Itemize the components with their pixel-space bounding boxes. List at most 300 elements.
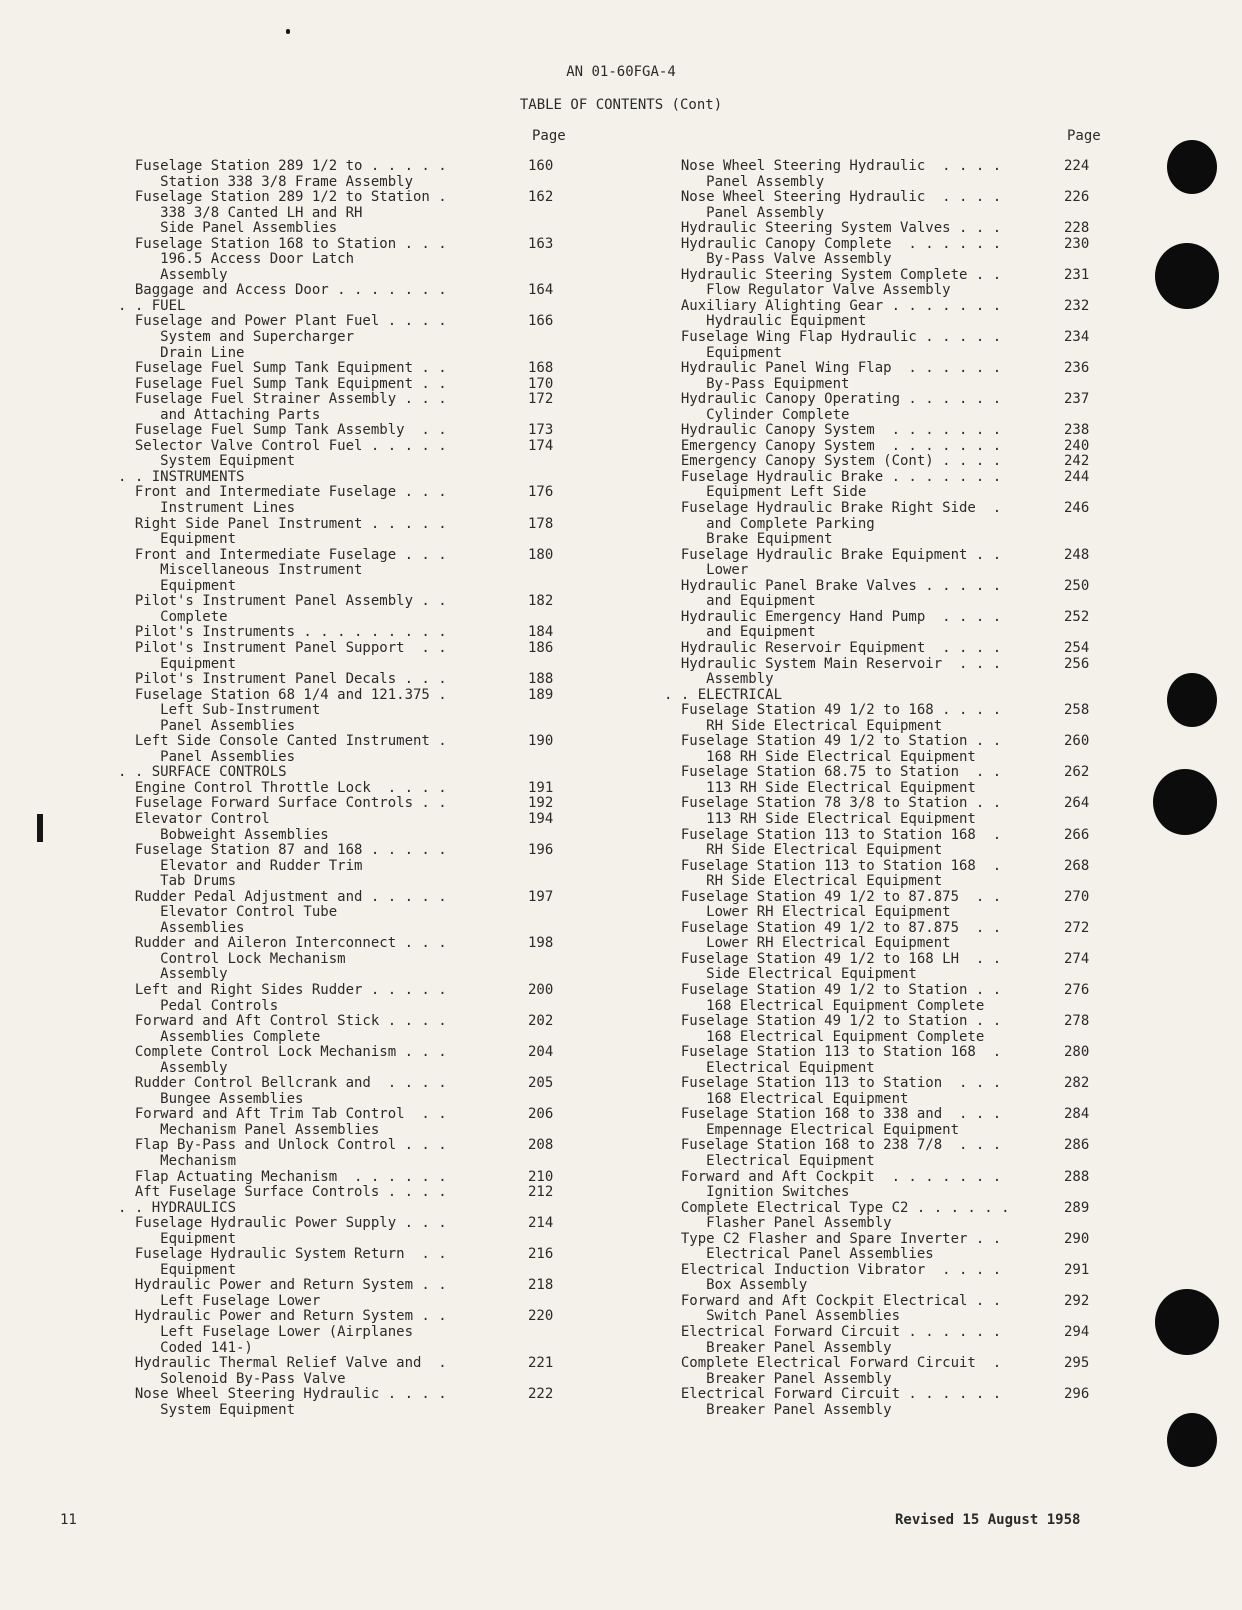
toc-left-entry [118,1107,578,1123]
entry-title: Hydraulic Equipment [664,313,867,330]
entry-title: RH Side Electrical Equipment [664,842,943,859]
entry-title: Pilot's Instruments . . . . . . . . . [118,624,447,641]
toc-right-entry [664,921,1112,937]
entry-page-number: 206 [528,1106,554,1123]
entry-page-number: 160 [528,158,554,174]
toc-right-entry [664,1123,1112,1139]
entry-page-number: 176 [528,484,554,501]
entry-title: Hydraulic Steering System Valves . . . [664,220,1002,237]
punch-hole [1167,140,1217,194]
toc-left-entry [118,1247,578,1263]
entry-title: Assemblies [118,919,245,936]
entry-title: Emergency Canopy System . . . . . . . [664,437,1002,454]
toc-left-entry [118,765,578,781]
entry-page-number: 194 [528,810,554,827]
revision-date: Revised 15 August 1958 [895,1512,1081,1528]
entry-title: System and Supercharger [118,329,355,346]
entry-title: Panel Assembly [664,173,825,190]
entry-title: and Attaching Parts [118,406,321,423]
toc-right-entry [664,1107,1112,1123]
entry-page-number: 197 [528,888,554,905]
entry-title: Elevator and Rudder Trim [118,857,363,874]
entry-page-number: 289 [1064,1199,1090,1216]
entry-title: Pilot's Instrument Panel Assembly . . [118,593,447,610]
toc-left-entry [118,283,578,299]
entry-title: Side Panel Assemblies [118,220,338,237]
entry-page-number: 166 [528,313,554,330]
toc-right-entry [664,781,1112,797]
entry-title: By-Pass Equipment [664,375,850,392]
toc-left-entry [118,1154,578,1170]
toc-right-entry [664,905,1112,921]
entry-title: . . HYDRAULICS [118,1199,237,1216]
toc-left-entry [118,983,578,999]
entry-title: Pilot's Instrument Panel Support . . [118,639,447,656]
entry-title: Fuselage Forward Surface Controls . . [118,795,447,812]
toc-left-entry [118,485,578,501]
entry-title: Instrument Lines [118,500,296,517]
entry-title: Forward and Aft Trim Tab Control . . [118,1106,447,1123]
entry-title: Fuselage Fuel Sump Tank Equipment . . [118,360,447,377]
entry-title: Bobweight Assemblies [118,826,329,843]
toc-right-entry [664,1045,1112,1061]
entry-title: . . FUEL [118,297,186,314]
entry-page-number: 190 [528,733,554,750]
entry-title: Hydraulic Canopy Complete . . . . . . [664,235,1002,252]
toc-right-entry [664,967,1112,983]
entry-page-number: 237 [1064,391,1090,408]
entry-page-number: 291 [1064,1261,1090,1278]
toc-left-entry [118,734,578,750]
toc-left-entry [118,1092,578,1108]
entry-title: Elevator Control Tube [118,904,338,921]
toc-left-entry [118,703,578,719]
entry-title: Electrical Equipment [664,1059,875,1076]
toc-right-entry [664,750,1112,766]
toc-left-entry [118,1123,578,1139]
entry-title: Cylinder Complete [664,406,850,423]
toc-right-entry [664,1138,1112,1154]
toc-right-entry [664,563,1112,579]
toc-left-entry [118,750,578,766]
right-page-column-header: Page [1067,128,1101,144]
entry-title: Drain Line [118,344,245,361]
entry-title: Fuselage Station 49 1/2 to Station . . [664,981,1002,998]
entry-title: Fuselage Fuel Sump Tank Equipment . . [118,375,447,392]
entry-title: Fuselage Wing Flap Hydraulic . . . . . [664,329,1002,346]
entry-title: Fuselage Station 113 to Station 168 . [664,826,1002,843]
entry-title: Pilot's Instrument Panel Decals . . . [118,671,447,688]
toc-left-entry [118,1263,578,1279]
punch-hole [1167,673,1217,727]
toc-right-entry [664,175,1112,191]
entry-title: Flasher Panel Assembly [664,1215,892,1232]
entry-page-number: 214 [528,1215,554,1232]
entry-page-number: 224 [1064,158,1090,174]
entry-title: Hydraulic Steering System Complete . . [664,266,1002,283]
entry-page-number: 189 [528,686,554,703]
entry-page-number: 288 [1064,1168,1090,1185]
entry-title: Coded 141-) [118,1339,253,1356]
toc-right-entry [664,1341,1112,1357]
toc-right-entry [664,237,1112,253]
toc-left-entry [118,330,578,346]
toc-left-entry [118,625,578,641]
toc-left-entry [118,641,578,657]
entry-page-number: 294 [1064,1324,1090,1341]
entry-page-number: 260 [1064,733,1090,750]
entry-page-number: 170 [528,375,554,392]
toc-left-entry [118,1232,578,1248]
entry-title: Fuselage Station 49 1/2 to 87.875 . . [664,888,1002,905]
toc-right-entry [664,330,1112,346]
entry-page-number: 254 [1064,639,1090,656]
toc-left-entry [118,1387,578,1403]
toc-left-entry [118,299,578,315]
entry-title: Equipment [118,1261,237,1278]
entry-title: Emergency Canopy System (Cont) . . . . [664,453,1002,470]
entry-title: Complete Control Lock Mechanism . . . [118,1044,447,1061]
toc-left-entry [118,781,578,797]
entry-title: Flap By-Pass and Unlock Control . . . [118,1137,447,1154]
entry-title: Breaker Panel Assembly [664,1401,892,1418]
entry-page-number: 168 [528,360,554,377]
entry-page-number: 230 [1064,235,1090,252]
entry-page-number: 188 [528,671,554,688]
entry-title: Right Side Panel Instrument . . . . . [118,515,447,532]
toc-right-entry [664,1154,1112,1170]
toc-right-entry [664,470,1112,486]
page-title: TABLE OF CONTENTS (Cont) [519,97,723,113]
entry-title: System Equipment [118,1401,296,1418]
toc-left-entry [118,206,578,222]
entry-title: Nose Wheel Steering Hydraulic . . . . [118,1386,447,1403]
entry-title: Selector Valve Control Fuel . . . . . [118,437,447,454]
entry-title: Rudder Control Bellcrank and . . . . [118,1075,447,1092]
entry-page-number: 274 [1064,950,1090,967]
entry-page-number: 162 [528,189,554,206]
entry-page-number: 220 [528,1308,554,1325]
entry-page-number: 268 [1064,857,1090,874]
toc-left-entry [118,610,578,626]
entry-title: 196.5 Access Door Latch [118,251,355,268]
toc-left-entry [118,719,578,735]
entry-title: Tab Drums [118,873,237,890]
entry-title: Flow Regulator Valve Assembly [664,282,951,299]
toc-left-entry [118,936,578,952]
toc-left-entry [118,1014,578,1030]
toc-right-entry [664,828,1112,844]
toc-left-entry [118,221,578,237]
toc-right-entry [664,890,1112,906]
entry-page-number: 218 [528,1277,554,1294]
entry-page-number: 286 [1064,1137,1090,1154]
entry-title: RH Side Electrical Equipment [664,717,943,734]
entry-title: Panel Assemblies [118,748,296,765]
entry-title: Hydraulic Power and Return System . . [118,1308,447,1325]
entry-page-number: 290 [1064,1230,1090,1247]
toc-right-entry [664,1387,1112,1403]
toc-left-entry [118,252,578,268]
entry-title: Fuselage Station 113 to Station . . . [664,1075,1002,1092]
toc-right-entry [664,377,1112,393]
toc-right-entry [664,688,1112,704]
entry-title: Lower RH Electrical Equipment [664,935,951,952]
toc-right-entry [664,983,1112,999]
entry-title: Empennage Electrical Equipment [664,1121,960,1138]
toc-right-entry [664,1030,1112,1046]
entry-title: Assembly [118,1059,228,1076]
toc-right-entry [664,423,1112,439]
toc-left-entry [118,579,578,595]
entry-title: Hydraulic Panel Wing Flap . . . . . . [664,360,1002,377]
toc-right-entry [664,641,1112,657]
entry-title: Fuselage Station 49 1/2 to 87.875 . . [664,919,1002,936]
left-page-column-header: Page [532,128,566,144]
entry-page-number: 200 [528,981,554,998]
entry-title: Fuselage Hydraulic Power Supply . . . [118,1215,447,1232]
toc-right-entry [664,936,1112,952]
toc-left-entry [118,501,578,517]
entry-title: Switch Panel Assemblies [664,1308,901,1325]
entry-page-number: 246 [1064,500,1090,517]
toc-right-entry [664,1403,1112,1419]
entry-title: System Equipment [118,453,296,470]
toc-right-entry [664,1278,1112,1294]
entry-title: Fuselage Fuel Strainer Assembly . . . [118,391,447,408]
toc-right-entry [664,594,1112,610]
toc-left-entry [118,672,578,688]
entry-page-number: 178 [528,515,554,532]
toc-left-entry [118,237,578,253]
entry-title: Breaker Panel Assembly [664,1339,892,1356]
entry-page-number: 282 [1064,1075,1090,1092]
entry-page-number: 236 [1064,360,1090,377]
toc-right-entry [664,1216,1112,1232]
entry-title: Fuselage Station 289 1/2 to Station . [118,189,447,206]
toc-right-entry [664,252,1112,268]
entry-title: 168 Electrical Equipment Complete [664,1028,985,1045]
toc-right-entry [664,734,1112,750]
toc-right-entry [664,874,1112,890]
entry-page-number: 244 [1064,468,1090,485]
entry-title: Elevator Control [118,810,270,827]
entry-title: Fuselage Fuel Sump Tank Assembly . . [118,422,447,439]
page-number: 11 [60,1512,77,1528]
toc-right-entry [664,1185,1112,1201]
entry-title: Complete Electrical Forward Circuit . [664,1355,1002,1372]
entry-title: Nose Wheel Steering Hydraulic . . . . [664,189,1002,206]
toc-right-entry [664,1076,1112,1092]
entry-title: Pedal Controls [118,997,279,1014]
toc-left-entry [118,517,578,533]
entry-page-number: 276 [1064,981,1090,998]
entry-page-number: 216 [528,1246,554,1263]
entry-title: Miscellaneous Instrument [118,562,363,579]
toc-right-entry [664,843,1112,859]
entry-page-number: 174 [528,437,554,454]
toc-left-entry [118,905,578,921]
entry-title: Baggage and Access Door . . . . . . . [118,282,447,299]
toc-left-entry [118,1170,578,1186]
toc-left-entry [118,812,578,828]
entry-page-number: 252 [1064,608,1090,625]
entry-title: Auxiliary Alighting Gear . . . . . . . [664,297,1002,314]
entry-title: Equipment [118,531,237,548]
entry-page-number: 264 [1064,795,1090,812]
entry-page-number: 212 [528,1184,554,1201]
entry-title: RH Side Electrical Equipment [664,873,943,890]
toc-right-entry [664,1325,1112,1341]
entry-title: Forward and Aft Control Stick . . . . [118,1013,447,1030]
toc-right-entry [664,952,1112,968]
toc-left-entry [118,1030,578,1046]
toc-left-entry [118,1201,578,1217]
toc-left-entry [118,361,578,377]
entry-title: Lower [664,562,749,579]
toc-left-entry [118,408,578,424]
toc-right-entry [664,1263,1112,1279]
toc-right-entry [664,1014,1112,1030]
entry-title: Panel Assemblies [118,717,296,734]
entry-page-number: 272 [1064,919,1090,936]
toc-right-entry [664,1309,1112,1325]
toc-left-entry [118,1061,578,1077]
entry-title: Box Assembly [664,1277,808,1294]
toc-right-entry [664,408,1112,424]
entry-title: Left and Right Sides Rudder . . . . . [118,981,447,998]
entry-title: Fuselage Station 68.75 to Station . . [664,764,1002,781]
entry-title: 113 RH Side Electrical Equipment [664,810,976,827]
toc-right-entry [664,517,1112,533]
toc-left-entry [118,1278,578,1294]
entry-title: Hydraulic System Main Reservoir . . . [664,655,1002,672]
entry-page-number: 191 [528,779,554,796]
entry-page-number: 192 [528,795,554,812]
entry-title: 338 3/8 Canted LH and RH [118,204,363,221]
toc-right-entry [664,190,1112,206]
toc-left-entry [118,190,578,206]
toc-left-entry [118,1403,578,1419]
entry-title: Electrical Induction Vibrator . . . . [664,1261,1002,1278]
entry-title: 113 RH Side Electrical Equipment [664,779,976,796]
entry-title: Fuselage Station 78 3/8 to Station . . [664,795,1002,812]
entry-title: Fuselage Hydraulic Brake Right Side . [664,500,1002,517]
entry-title: Brake Equipment [664,531,833,548]
entry-page-number: 186 [528,639,554,656]
punch-hole [1155,1289,1219,1355]
toc-left-entry [118,1309,578,1325]
entry-title: . . ELECTRICAL [664,686,783,703]
entry-title: Left Side Console Canted Instrument . [118,733,447,750]
toc-left-entry [118,159,578,175]
toc-right-entry [664,610,1112,626]
toc-left-entry [118,423,578,439]
entry-title: Fuselage and Power Plant Fuel . . . . [118,313,447,330]
punch-hole [1167,1413,1217,1467]
entry-title: Hydraulic Emergency Hand Pump . . . . [664,608,1002,625]
entry-title: Hydraulic Panel Brake Valves . . . . . [664,577,1002,594]
entry-title: Hydraulic Canopy System . . . . . . . [664,422,1002,439]
toc-left-entry [118,454,578,470]
toc-left-entry [118,1185,578,1201]
entry-page-number: 163 [528,235,554,252]
toc-left-entry [118,563,578,579]
toc-left-entry [118,921,578,937]
toc-left-entry [118,532,578,548]
entry-page-number: 231 [1064,266,1090,283]
entry-page-number: 182 [528,593,554,610]
entry-title: . . INSTRUMENTS [118,468,245,485]
entry-title: Forward and Aft Cockpit . . . . . . . [664,1168,1002,1185]
toc-left-entry [118,377,578,393]
toc-left-entry [118,1076,578,1092]
entry-title: Left Fuselage Lower [118,1292,321,1309]
toc-right-entry [664,501,1112,517]
entry-title: Fuselage Station 49 1/2 to Station . . [664,733,1002,750]
toc-left-entry [118,874,578,890]
entry-title: Rudder and Aileron Interconnect . . . [118,935,447,952]
entry-title: Solenoid By-Pass Valve [118,1370,346,1387]
toc-left-entry [118,314,578,330]
toc-left-entry [118,859,578,875]
toc-right-entry [664,812,1112,828]
entry-page-number: 240 [1064,437,1090,454]
toc-right-entry [664,314,1112,330]
toc-right-entry [664,454,1112,470]
toc-right-entry [664,439,1112,455]
toc-left-entry [118,1341,578,1357]
toc-left-entry [118,392,578,408]
toc-right-entry [664,672,1112,688]
toc-right-column [664,159,1112,1418]
punch-hole [1153,769,1217,835]
entry-title: Electrical Forward Circuit . . . . . . [664,1386,1002,1403]
entry-page-number: 238 [1064,422,1090,439]
entry-title: Front and Intermediate Fuselage . . . [118,484,447,501]
entry-title: Forward and Aft Cockpit Electrical . . [664,1292,1002,1309]
entry-page-number: 296 [1064,1386,1090,1403]
toc-left-entry [118,268,578,284]
entry-page-number: 172 [528,391,554,408]
entry-title: Ignition Switches [664,1184,850,1201]
toc-left-entry [118,1294,578,1310]
entry-title: Mechanism Panel Assemblies [118,1121,380,1138]
toc-right-entry [664,796,1112,812]
entry-page-number: 222 [528,1386,554,1403]
entry-title: Assembly [118,266,228,283]
entry-title: Equipment [664,344,783,361]
entry-title: and Equipment [664,624,816,641]
toc-right-entry [664,1232,1112,1248]
entry-page-number: 278 [1064,1013,1090,1030]
entry-page-number: 262 [1064,764,1090,781]
entry-title: Equipment [118,1230,237,1247]
toc-right-entry [664,1247,1112,1263]
toc-right-entry [664,1092,1112,1108]
toc-right-entry [664,206,1112,222]
entry-page-number: 221 [528,1355,554,1372]
toc-left-entry [118,439,578,455]
toc-right-entry [664,283,1112,299]
entry-title: Assemblies Complete [118,1028,321,1045]
entry-title: Front and Intermediate Fuselage . . . [118,546,447,563]
entry-title: Fuselage Station 168 to 238 7/8 . . . [664,1137,1002,1154]
entry-page-number: 270 [1064,888,1090,905]
toc-right-entry [664,299,1112,315]
entry-title: Hydraulic Reservoir Equipment . . . . [664,639,1002,656]
entry-title: Fuselage Station 49 1/2 to 168 . . . . [664,702,1002,719]
